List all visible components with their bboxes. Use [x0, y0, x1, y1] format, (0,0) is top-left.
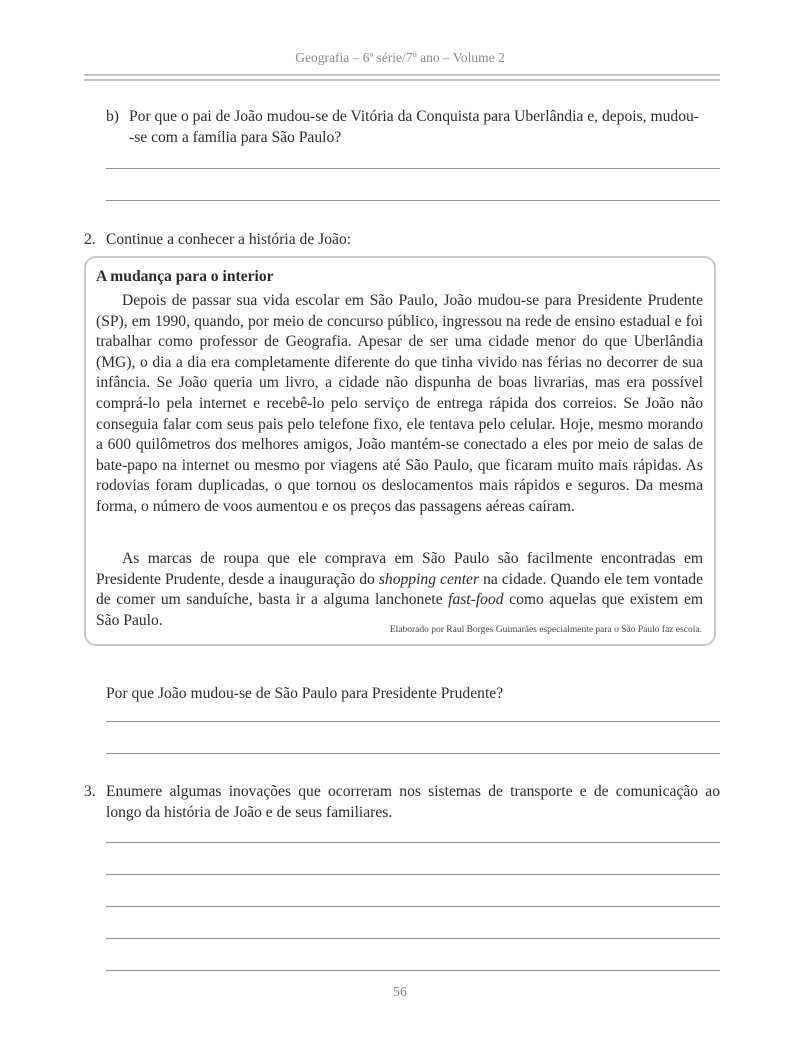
answer-line[interactable] [106, 874, 720, 875]
box-credit: Elaborado por Raul Borges Guimarães especialmente para o São Paulo faz escola. [389, 625, 702, 635]
question-1b-line-1: Por que o pai de João mudou-se de Vitória da Conquista para Uberlândia e, depois, mudou- [129, 108, 699, 125]
answer-line[interactable] [106, 753, 720, 754]
header-rule [84, 79, 720, 81]
box-title: A mudança para o interior [96, 268, 274, 285]
header-rule [84, 74, 720, 76]
running-header: Geografia – 6ª série/7º ano – Volume 2 [295, 50, 505, 65]
question-3-line-2: longo da história de João e de seus familiares. [106, 804, 393, 821]
question-1b-line-2: -se com a família para São Paulo? [129, 129, 342, 146]
answer-line[interactable] [106, 842, 720, 843]
question-2-number: 2. [84, 231, 96, 248]
question-2-prompt: Continue a conhecer a história de João: [106, 231, 352, 248]
page-number: 56 [393, 985, 407, 1000]
answer-line[interactable] [106, 168, 720, 169]
question-1b-marker: b) [106, 108, 119, 125]
box-paragraph-1: Depois de passar sua vida escolar em São Paulo, João mudou-se para Presidente Prudente (SP), em 1990, quando, por meio de concurso público, ingressou na rede de ensino estadual e foi trabalhar como professor de Geografia. Apesar de ser uma cidade menor do que Uberlândia (MG), o dia a dia era completamente diferente do que tinha vivido nas férias no decorrer de sua infância. Se João queria um livro, a cidade não dispunha de boas livrarias, mas era possível comprá-lo pela internet e recebê-lo pelo serviço de entrega rápida dos correios. Se João não conseguia falar com seus pais pelo telefone fixo, ele tentava pelo celular. Hoje, mesmo morando a 600 quilômetros dos melhores amigos, João mantém-se conectado a eles por meio de salas de bate-papo na internet ou mesmo por viagens até São Paulo, que ficaram muito mais rápidas. As rodovias foram duplicadas, o que tornou os deslocamentos mais rápidos e seguros. Da mesma forma, o número de voos aumentou e os preços das passagens aéreas caíram. [96, 292, 703, 515]
answer-line[interactable] [106, 200, 720, 201]
box-paragraph-2: As marcas de roupa que ele comprava em São Paulo são facilmente encontradas em Presidente Prudente, desde a inauguração do shopping center na cidade. Quando ele tem vontade de comer um sanduíche, basta ir a alguma lanchonete fast-food como aquelas que existem em São Paulo. [96, 550, 703, 629]
question-3-number: 3. [84, 783, 96, 800]
question-2-followup: Por que João mudou-se de São Paulo para Presidente Prudente? [106, 685, 504, 702]
answer-line[interactable] [106, 721, 720, 722]
answer-line[interactable] [106, 938, 720, 939]
answer-line[interactable] [106, 906, 720, 907]
answer-line[interactable] [106, 970, 720, 971]
question-3-line-1: Enumere algumas inovações que ocorreram nos sistemas de transporte e de comunicação ao [106, 783, 720, 800]
